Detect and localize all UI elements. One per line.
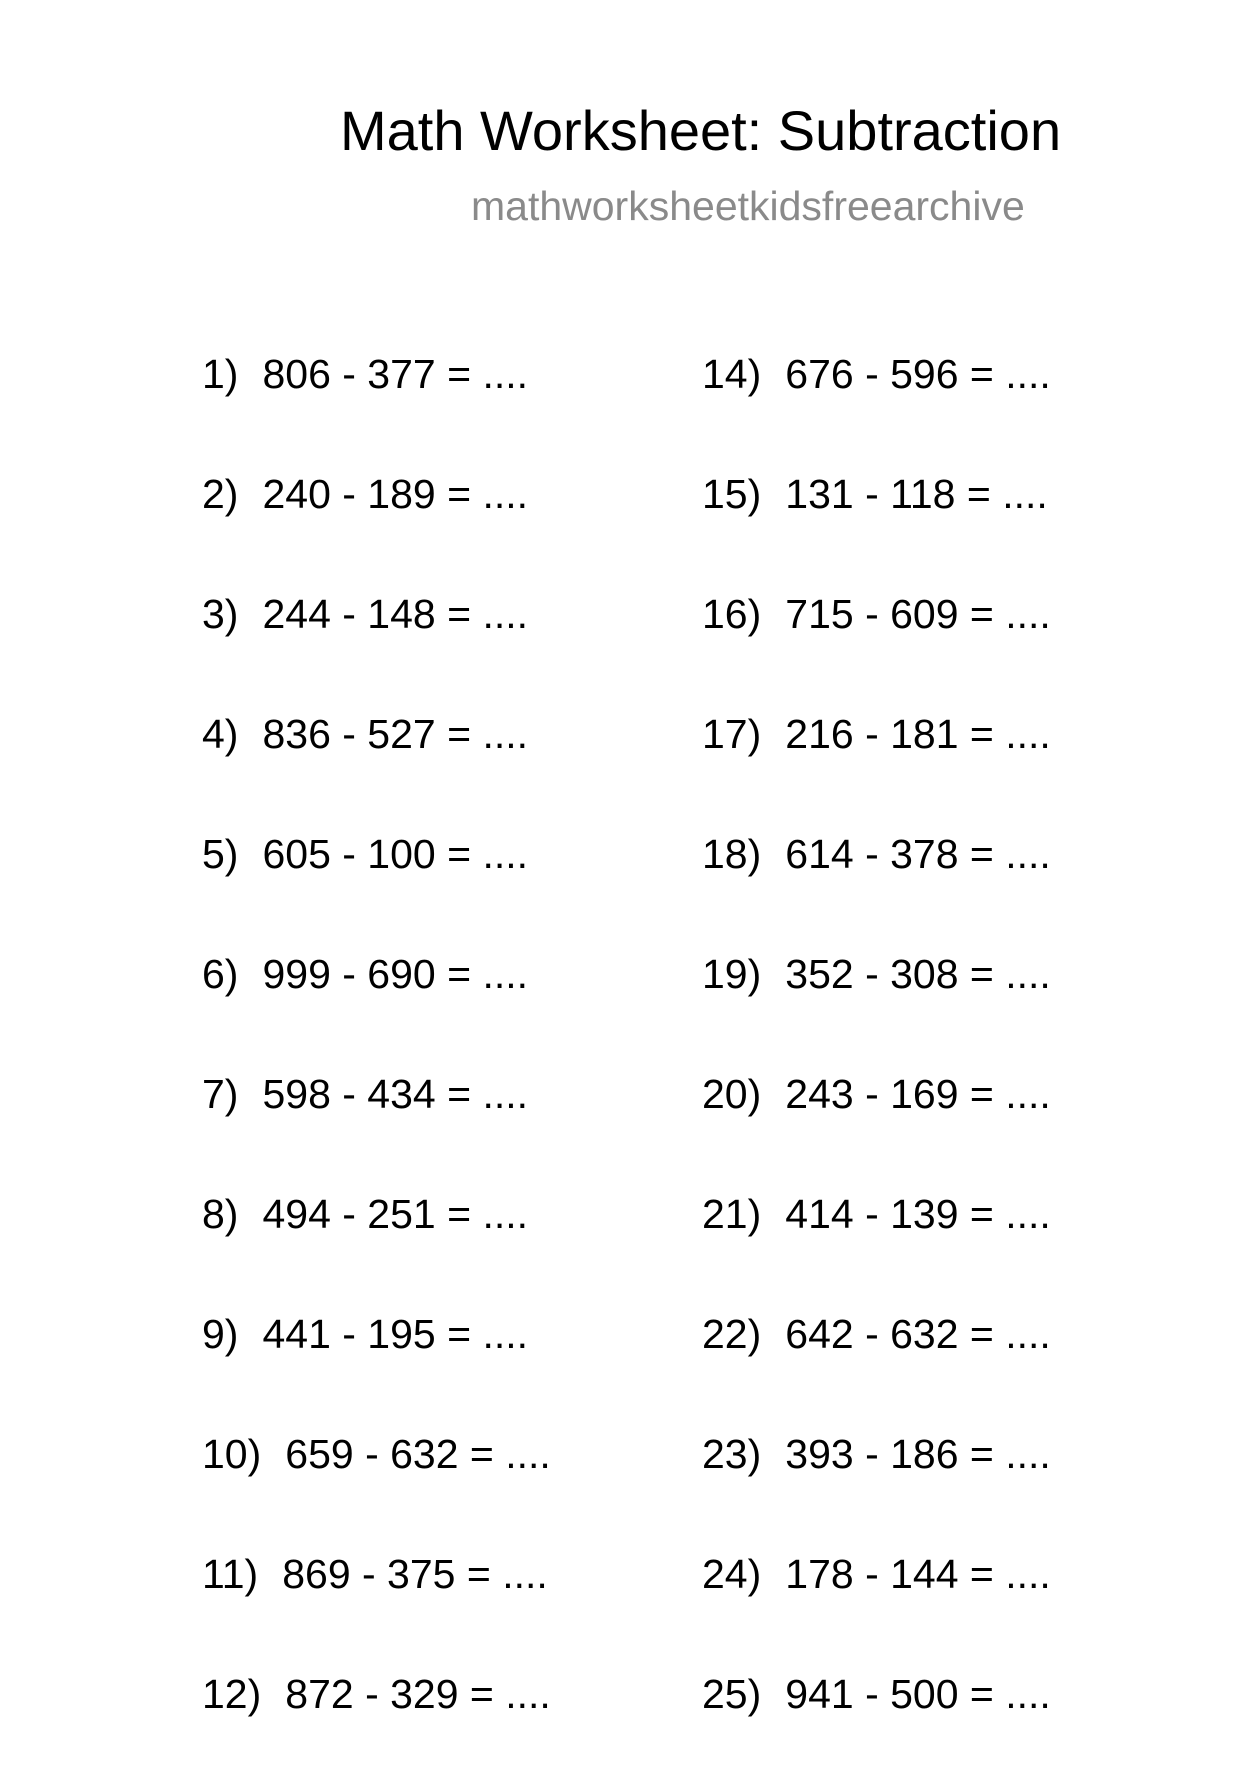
problem-expression: 178 - 144 = ....	[785, 1551, 1051, 1597]
problem-number: 9)	[202, 1311, 239, 1357]
page-title: Math Worksheet: Subtraction	[340, 99, 1062, 162]
problem-number: 20)	[702, 1071, 762, 1117]
problem-number: 12)	[202, 1671, 262, 1717]
problem-number: 22)	[702, 1311, 762, 1357]
problem-list-right	[702, 348, 1051, 1788]
problem-number: 21)	[702, 1191, 762, 1237]
problem-item	[702, 828, 1051, 948]
problem-expression: 676 - 596 = ....	[785, 351, 1051, 397]
problem-expression: 244 - 148 = ....	[262, 591, 529, 637]
page-subtitle: mathworksheetkidsfreearchive	[471, 183, 1025, 229]
problem-expression: 393 - 186 = ....	[785, 1431, 1051, 1477]
problem-expression: 659 - 632 = ....	[285, 1431, 551, 1477]
problem-item	[702, 1548, 1051, 1668]
problem-number: 6)	[202, 951, 239, 997]
problem-expression: 131 - 118 = ....	[785, 471, 1048, 517]
problem-item	[702, 468, 1051, 588]
problem-item	[202, 948, 551, 1068]
problem-number: 10)	[202, 1431, 262, 1477]
problem-number: 11)	[202, 1551, 259, 1597]
problem-item	[202, 1188, 551, 1308]
problem-expression: 441 - 195 = ....	[262, 1311, 529, 1357]
problem-item	[202, 1308, 551, 1428]
problem-item	[702, 348, 1051, 468]
problem-expression: 598 - 434 = ....	[262, 1071, 529, 1117]
problem-number: 18)	[702, 831, 762, 877]
problem-number: 24)	[702, 1551, 762, 1597]
problem-number: 15)	[702, 471, 762, 517]
problem-expression: 999 - 690 = ....	[262, 951, 529, 997]
problem-expression: 941 - 500 = ....	[785, 1671, 1051, 1717]
problem-number: 5)	[202, 831, 239, 877]
problem-item	[202, 348, 551, 468]
problem-item	[702, 1428, 1051, 1548]
problem-item	[202, 1668, 551, 1788]
problem-item	[702, 1068, 1051, 1188]
problem-expression: 605 - 100 = ....	[262, 831, 529, 877]
problem-expression: 836 - 527 = ....	[262, 711, 529, 757]
problem-number: 4)	[202, 711, 239, 757]
problem-item	[702, 1188, 1051, 1308]
problem-number: 17)	[702, 711, 762, 757]
problem-item	[702, 588, 1051, 708]
problem-item	[202, 1548, 551, 1668]
problem-expression: 494 - 251 = ....	[262, 1191, 529, 1237]
problem-item	[702, 1668, 1051, 1788]
problem-list-left	[202, 348, 551, 1788]
problem-number: 14)	[702, 351, 762, 397]
problem-item	[202, 1428, 551, 1548]
problem-expression: 216 - 181 = ....	[785, 711, 1051, 757]
problem-number: 8)	[202, 1191, 239, 1237]
problem-expression: 642 - 632 = ....	[785, 1311, 1051, 1357]
problem-number: 16)	[702, 591, 762, 637]
problem-number: 25)	[702, 1671, 762, 1717]
problem-expression: 243 - 169 = ....	[785, 1071, 1051, 1117]
problem-number: 3)	[202, 591, 239, 637]
problem-expression: 414 - 139 = ....	[785, 1191, 1051, 1237]
problem-expression: 872 - 329 = ....	[285, 1671, 551, 1717]
problem-item	[702, 1308, 1051, 1428]
problem-number: 1)	[202, 351, 239, 397]
problem-expression: 240 - 189 = ....	[262, 471, 529, 517]
problem-item	[202, 588, 551, 708]
problem-number: 7)	[202, 1071, 239, 1117]
problem-item	[202, 828, 551, 948]
problem-item	[702, 948, 1051, 1068]
problem-item	[702, 708, 1051, 828]
problem-expression: 614 - 378 = ....	[785, 831, 1051, 877]
problem-item	[202, 1068, 551, 1188]
problem-number: 2)	[202, 471, 239, 517]
problem-item	[202, 708, 551, 828]
problem-number: 23)	[702, 1431, 762, 1477]
problem-expression: 715 - 609 = ....	[785, 591, 1051, 637]
problem-number: 19)	[702, 951, 762, 997]
problem-item	[202, 468, 551, 588]
problem-expression: 352 - 308 = ....	[785, 951, 1051, 997]
problem-expression: 869 - 375 = ....	[282, 1551, 548, 1597]
problem-expression: 806 - 377 = ....	[262, 351, 529, 397]
